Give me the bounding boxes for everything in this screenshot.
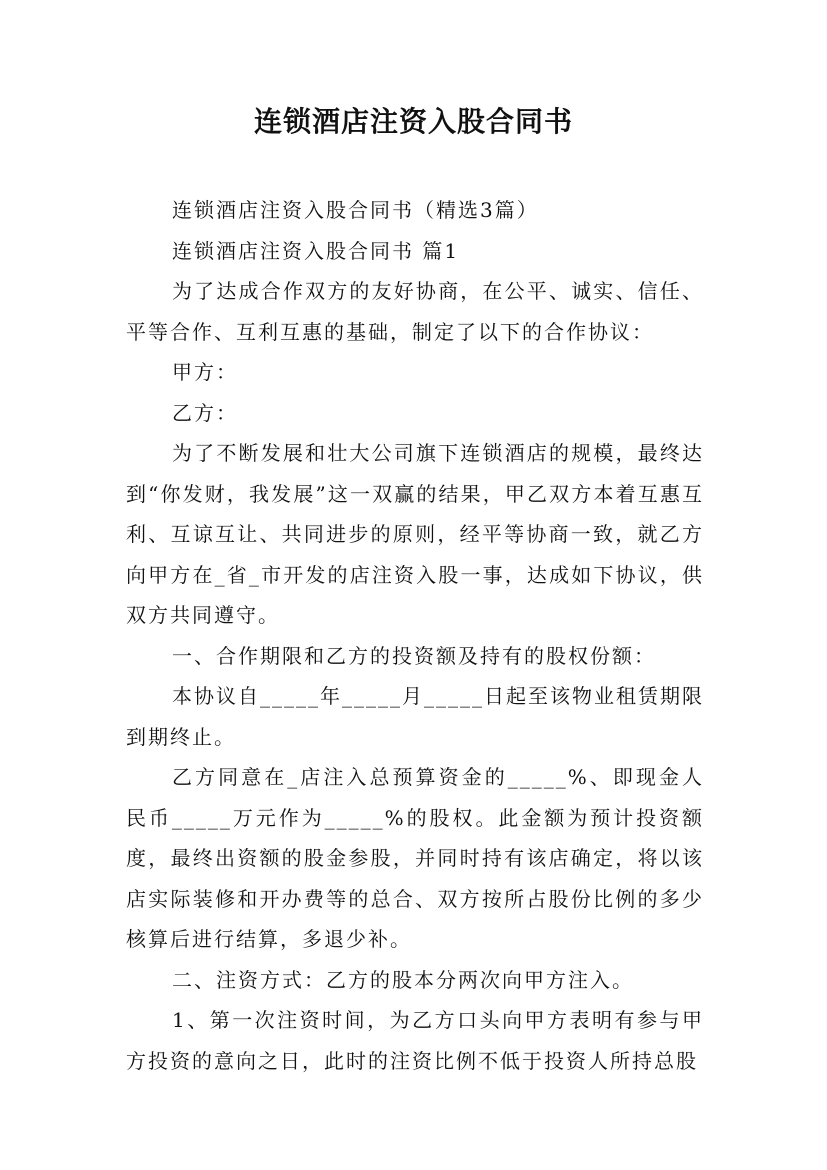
document-body (126, 190, 704, 1081)
paragraph-party-b: 乙方： (172, 400, 238, 425)
paragraph-first-injection: 1、第一次注资时间，为乙方口头向甲方表明有参与甲方投资的意向之日，此时的注资比例不低于投资人所持总股 (126, 1008, 704, 1073)
document-title: 连锁酒店注资入股合同书 (253, 105, 573, 138)
paragraph-clause-one-heading: 一、合作期限和乙方的投资额及持有的股权份额： (172, 643, 656, 668)
paragraph-party-a: 甲方： (172, 360, 238, 384)
paragraph-section-heading: 连锁酒店注资入股合同书 篇1 (172, 238, 460, 263)
paragraph-investment: 乙方同意在_店注入总预算资金的_____%、即现金人民币_____万元作为_____%的股权。此金额为预计投资额度，最终出资额的股金参股，并同时持有该店确定，将以该店实际装修和开办费等的总合、双方按所占股份比例的多少核算后进行结算，多退少补。 (126, 765, 704, 951)
paragraph-clause-two-heading: 二、注资方式：乙方的股本分两次向甲方注入。 (172, 967, 634, 992)
paragraph-subtitle: 连锁酒店注资入股合同书（精选3篇） (172, 198, 539, 222)
paragraph-term: 本协议自_____年_____月_____日起至该物业租赁期限到期终止。 (126, 684, 704, 749)
paragraph-intro: 为了达成合作双方的友好协商，在公平、诚实、信任、平等合作、互利互惠的基础，制定了以下的合作协议： (126, 279, 704, 344)
paragraph-purpose: 为了不断发展和壮大公司旗下连锁酒店的规模，最终达到“你发财，我发展”这一双赢的结果，甲乙双方本着互惠互利、互谅互让、共同进步的原则，经平等协商一致，就乙方向甲方在_省_市开发的店注资入股一事，达成如下协议，供双方共同遵守。 (126, 441, 704, 627)
